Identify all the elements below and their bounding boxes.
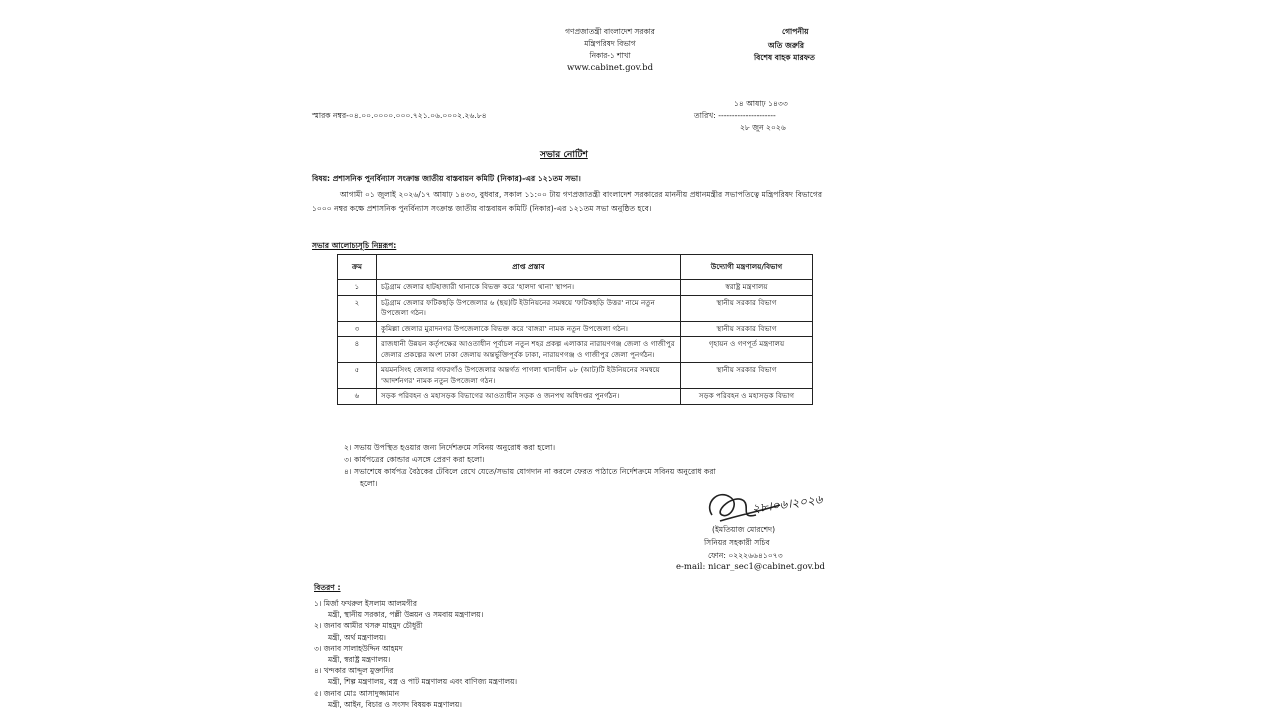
row-serial: ৬: [338, 389, 377, 405]
list-item: ৪। খন্দকার আব্দুল মুক্তাদির মন্ত্রী, শিল্প মন্ত্রণালয়, বস্ত্র ও পাট মন্ত্রণালয় এবং বাণিজ্য মন্ত্রণালয়।: [314, 666, 518, 687]
note-4: ৪। সভাশেষে কার্যপত্র বৈঠকের টেবিলে রেখে যেতে/সভায় যোগদান না করলে ফেরত পাঠাতে নির্দেশক্রমে সবিনয় অনুরোধ করা: [344, 467, 716, 476]
table-row: [338, 321, 813, 337]
delivery-label: বিশেষ বাহক মারফত: [754, 53, 815, 62]
memo-ref: স্মারক নম্বর-০৪.০০.০০০০.০০০.৭২১.০৬.০০০২.২৬.৮৪: [312, 111, 487, 120]
header-website: www.cabinet.gov.bd: [566, 63, 654, 73]
signature-date: ২৮।০৬।২০২৬: [751, 492, 824, 516]
date-label: তারিখ: ---------------------: [694, 111, 776, 120]
agenda-header-row: [338, 255, 813, 280]
row-ministry: স্থানীয় সরকার বিভাগ: [681, 321, 813, 337]
row-serial: ৫: [338, 363, 377, 389]
col-header-ministry: উদ্যোগী মন্ত্রণালয়/বিভাগ: [681, 255, 813, 280]
signer-name: (ইমতিয়াজ মোরশেদ): [712, 525, 776, 534]
signer-email: e-mail: nicar_sec1@cabinet.gov.bd: [676, 562, 825, 572]
signer-phone: ফোন: ০২২২৬৬৪১০৭৩: [708, 551, 783, 560]
table-row: [338, 337, 813, 363]
date-english: ২৮ জুন ২০২৬: [740, 123, 786, 132]
note-3: ৩। কার্যপত্রের কোন্ডার এসঙ্গে প্রেরণ করা হলো।: [344, 455, 485, 464]
row-proposal: চট্টগ্রাম জেলার হাটহাজারী থানাকে বিভক্ত করে 'হালদা থানা' স্থাপন।: [377, 280, 681, 296]
row-ministry: স্থানীয় সরকার বিভাগ: [681, 363, 813, 389]
distribution-list: [314, 598, 517, 710]
list-item: ৫। জনাব মোঃ আসাদুজ্জামান মন্ত্রী, আইন, বিচার ও সংসদ বিষয়ক মন্ত্রণালয়।: [314, 688, 462, 709]
distribution-heading: বিতরণ :: [314, 583, 341, 592]
note-4-cont: হলো।: [360, 479, 378, 488]
table-row: [338, 389, 813, 405]
col-header-serial: ক্রম: [338, 255, 377, 280]
row-ministry: স্বরাষ্ট্র মন্ত্রণালয়: [681, 280, 813, 296]
agenda-heading: সভার আলোচ্যসূচি নিম্নরূপ:: [312, 241, 397, 250]
list-item: ৩। জনাব সালাহউদ্দিন আহমদ মন্ত্রী, স্বরাষ্ট্র মন্ত্রণালয়।: [314, 643, 403, 665]
col-header-proposal: প্রাপ্ত প্রস্তাব: [377, 255, 681, 280]
agenda-table: [337, 254, 813, 405]
row-ministry: গৃহায়ন ও গণপূর্ত মন্ত্রণালয়: [681, 337, 813, 363]
row-proposal: চট্টগ্রাম জেলার ফটিকছড়ি উপজেলার ৬ (ছয়)টি ইউনিয়নের সমন্বয়ে 'ফটিকছড়ি উত্তর' নামে নতুন উপজেলা গঠন।: [377, 295, 681, 321]
notice-title: সভার নোটিশ: [540, 150, 588, 160]
table-row: [338, 363, 813, 389]
list-item: ১। মির্জা ফখরুল ইসলাম আলমগীর মন্ত্রী, স্থানীয় সরকার, পল্লী উন্নয়ন ও সমবায় মন্ত্রণালয়।: [314, 599, 484, 620]
secrecy-label: গোপনীয়: [782, 27, 809, 36]
row-serial: ২: [338, 295, 377, 321]
header-govt: গণপ্রজাতন্ত্রী বাংলাদেশ সরকার: [565, 27, 655, 36]
row-proposal: রাজধানী উন্নয়ন কর্তৃপক্ষের আওতাধীন পূর্বাচল নতুন শহর প্রকল্প এলাকার নারায়ণগঞ্জ জেলা ও গাজীপুর জেলার প্রকল্পের অংশ ঢাকা জেলায় অন্তর্ভুক্তিপূর্বক ঢাকা, নারায়ণগঞ্জ ও গাজীপুর জেলা পুনর্গঠন।: [377, 337, 681, 363]
row-proposal: ময়মনসিংহ জেলার গফরগাঁও উপজেলার অন্তর্গত পাগলা থানাধীন ০৮ (আট)টি ইউনিয়নের সমন্বয়ে 'আদর্শনগর' নামক নতুন উপজেলা গঠন।: [377, 363, 681, 389]
row-ministry: সড়ক পরিবহন ও মহাসড়ক বিভাগ: [681, 389, 813, 405]
note-2: ২। সভায় উপস্থিত হওয়ার জন্য নির্দেশক্রমে সবিনয় অনুরোধ করা হলো।: [344, 443, 556, 452]
row-proposal: সড়ক পরিবহন ও মহাসড়ক বিভাগের আওতাধীন সড়ক ও জনপথ অধিদপ্তর পুনর্গঠন।: [377, 389, 681, 405]
row-serial: ৩: [338, 321, 377, 337]
notice-subject: বিষয়: প্রশাসনিক পুনর্বিন্যাস সংক্রান্ত জাতীয় বাস্তবায়ন কমিটি (নিকার)-এর ১২১তম সভা।: [312, 174, 581, 183]
notice-body: আগামী ০১ জুলাই ২০২৬/১৭ আষাঢ় ১৪৩৩, বুধবার, সকাল ১১:০০ টায় গণপ্রজাতন্ত্রী বাংলাদেশ সরকারের মাননীয় প্রধানমন্ত্রীর সভাপতিত্বে মন্ত্রিপরিষদ বিভাগের ১০০০ নম্বর কক্ষে প্রশাসনিক পুনর্বিন্যাস সংক্রান্ত জাতীয় বাস্তবায়ন কমিটি (নিকার)-এর ১২১তম সভা অনুষ্ঠিত হবে।: [312, 190, 822, 213]
header-division: মন্ত্রিপরিষদ বিভাগ: [584, 39, 636, 48]
row-serial: ৪: [338, 337, 377, 363]
urgency-label: অতি জরুরি: [768, 41, 805, 50]
date-bangla: ১৪ আষাঢ় ১৪৩৩: [734, 99, 788, 108]
list-item: ২। জনাব আমীর খসরু মাহমুদ চৌধুরী মন্ত্রী, অর্থ মন্ত্রণালয়।: [314, 621, 423, 642]
table-row: [338, 295, 813, 321]
header-branch: নিকার-১ শাখা: [589, 51, 631, 60]
row-serial: ১: [338, 280, 377, 296]
table-row: [338, 280, 813, 296]
signer-designation: সিনিয়র সহকারী সচিব: [704, 538, 770, 547]
row-ministry: স্থানীয় সরকার বিভাগ: [681, 295, 813, 321]
row-proposal: কুমিল্লা জেলার মুরাদনগর উপজেলাকে বিভক্ত করে 'বাঙ্গরা' নামক নতুন উপজেলা গঠন।: [377, 321, 681, 337]
